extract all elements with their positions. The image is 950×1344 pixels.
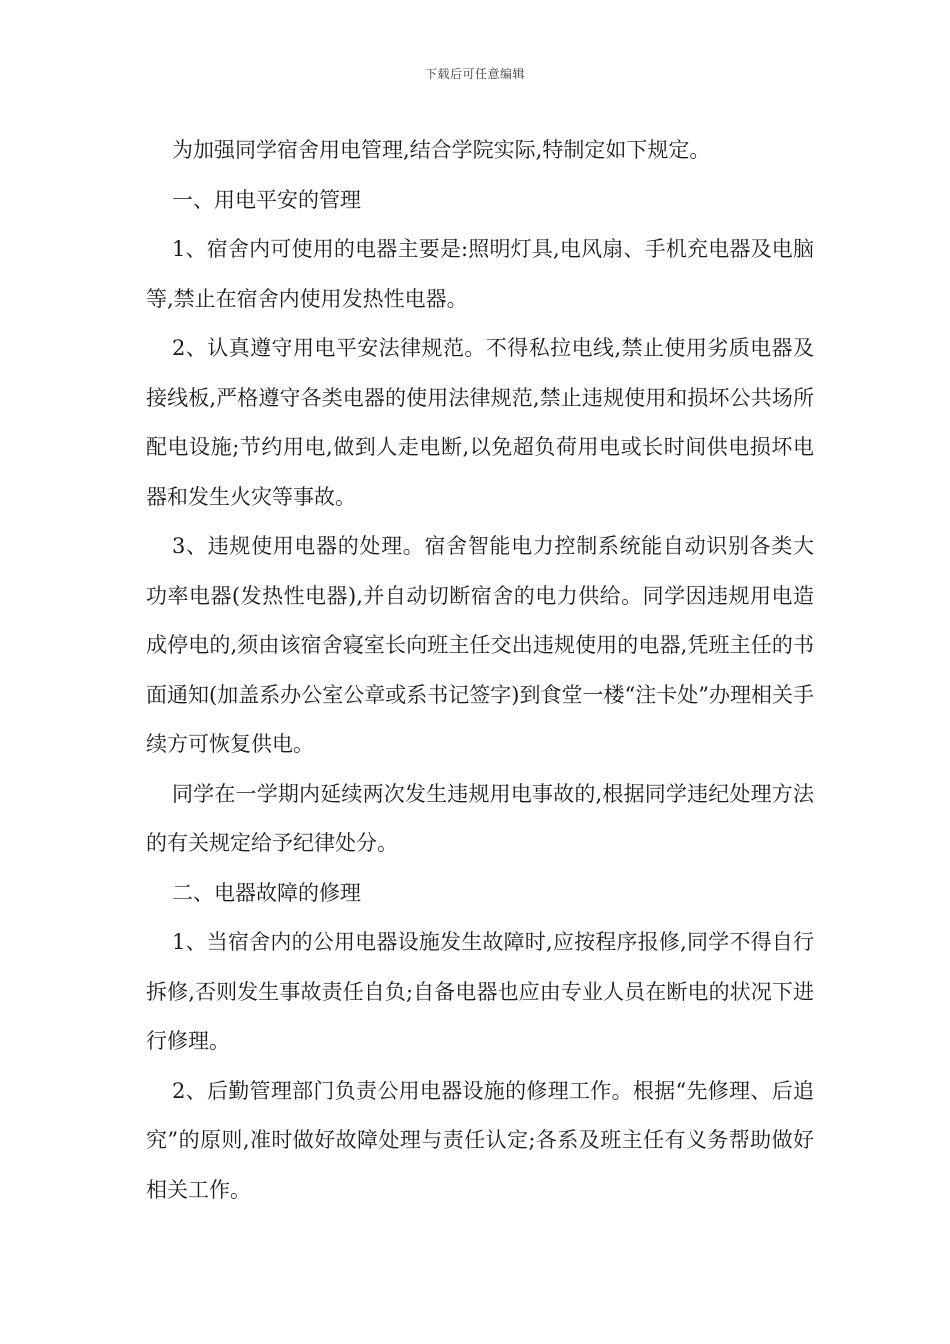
section-2-title: 二、电器故障的修理	[172, 880, 361, 905]
page-header-note: 下载后可任意编辑	[424, 67, 525, 81]
section-1-note: 同学在一学期内延续两次发生违规用电事故的,根据同学违纪处理方法的有关规定给予纪律处分。	[146, 781, 814, 855]
section-1-item-3: 3、违规使用电器的处理。宿舍智能电力控制系统能自动识别各类大功率电器(发热性电器),并自动切断宿舍的电力供给。同学因违规用电造成停电的,须由该宿舍寝室长向班主任交出违规使用的电器,凭班主任的书面通知(加盖系办公室公章或系书记签字)到食堂一楼“注卡处”办理相关手续方可恢复供电。	[146, 534, 814, 756]
section-1-item-1: 1、宿舍内可使用的电器主要是:照明灯具,电风扇、手机充电器及电脑等,禁止在宿舍内使用发热性电器。	[146, 237, 814, 311]
section-1-item-2: 2、认真遵守用电平安法律规范。不得私拉电线,禁止使用劣质电器及接线板,严格遵守各类电器的使用法律规范,禁止违规使用和损坏公共场所配电设施;节约用电,做到人走电断,以免超负荷用电或长时间供电损坏电器和发生火灾等事故。	[146, 336, 814, 509]
intro-paragraph: 为加强同学宿舍用电管理,结合学院实际,特制定如下规定。	[172, 138, 711, 162]
section-2-item-1: 1、当宿舍内的公用电器设施发生故障时,应按程序报修,同学不得自行拆修,否则发生事故责任自负;自备电器也应由专业人员在断电的状况下进行修理。	[146, 930, 814, 1053]
section-2-item-2: 2、后勤管理部门负责公用电器设施的修理工作。根据“先修理、后追究”的原则,准时做好故障处理与责任认定;各系及班主任有义务帮助做好相关工作。	[146, 1078, 814, 1202]
document-body	[146, 126, 814, 1215]
section-1-title: 一、用电平安的管理	[172, 187, 361, 212]
